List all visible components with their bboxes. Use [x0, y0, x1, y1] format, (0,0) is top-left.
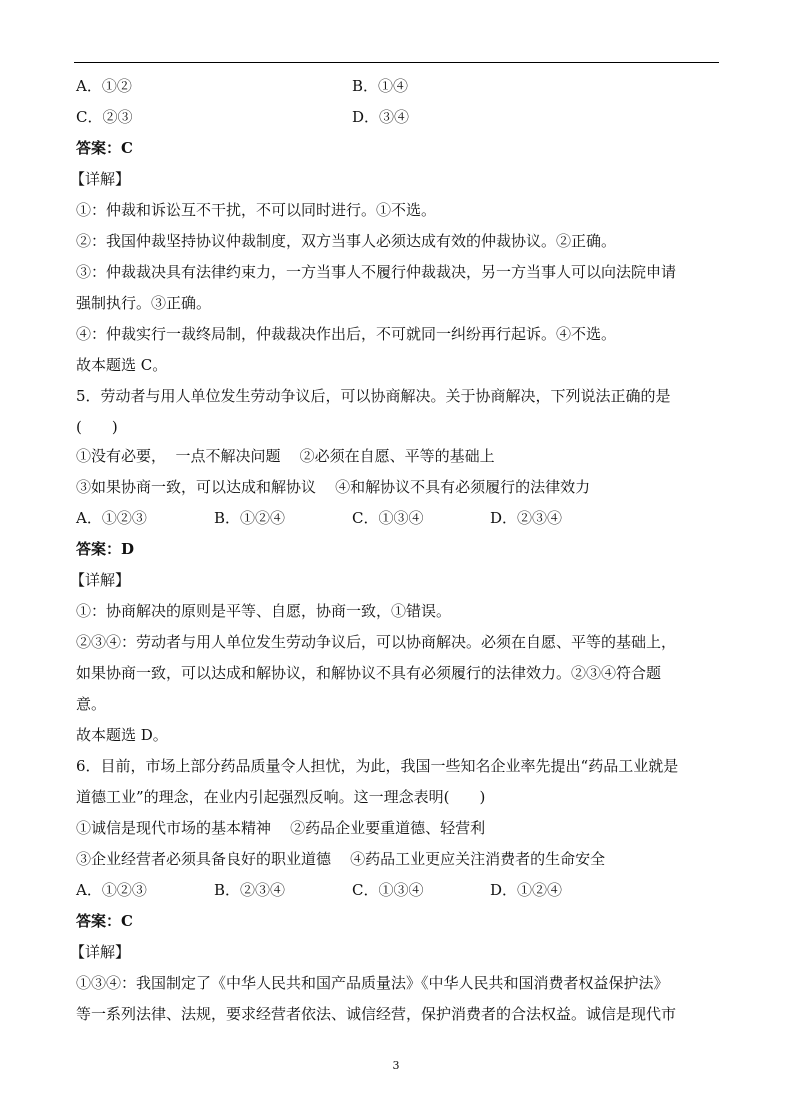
detail-line: 强制执行。③正确。: [76, 294, 212, 312]
options-row: [352, 107, 409, 127]
detail-line: ①：仲裁和诉讼互不干扰，不可以同时进行。①不选。: [76, 201, 437, 219]
option-d: D．①②④: [490, 881, 563, 899]
option-a: A．①②③: [76, 509, 147, 527]
question-stem: 6．目前，市场上部分药品质量令人担忧，为此，我国一些知名企业率先提出“药品工业就是: [76, 757, 679, 775]
detail-line: 如果协商一致，可以达成和解协议，和解协议不具有必须履行的法律效力。②③④符合题: [76, 664, 662, 682]
detail-line: 意。: [76, 695, 107, 713]
option-d: D．②③④: [490, 509, 563, 527]
detail-label: 【详解】: [70, 571, 131, 589]
page-number: 3: [392, 1059, 400, 1072]
answer: 答案：C: [76, 139, 133, 157]
detail-line: ④：仲裁实行一裁终局制，仲裁裁决作出后，不可就同一纠纷再行起诉。④不选。: [76, 325, 617, 343]
option-c: C．①③④: [352, 509, 424, 527]
detail-label: 【详解】: [70, 170, 131, 188]
detail-line: ①：协商解决的原则是平等、自愿，协商一致，①错误。: [76, 602, 452, 620]
options-row: [76, 107, 132, 127]
option-c: C．②③: [76, 108, 133, 126]
detail-line: ②：我国仲裁坚持协议仲裁制度，双方当事人必须达成有效的仲裁协议。②正确。: [76, 232, 617, 250]
detail-line: ①③④：我国制定了《中华人民共和国产品质量法》《中华人民共和国消费者权益保护法》: [76, 974, 669, 992]
detail-line: ③：仲裁裁决具有法律约束力，一方当事人不履行仲裁裁决，另一方当事人可以向法院申请: [76, 263, 677, 281]
option-d: D．③④: [352, 108, 410, 126]
option-a: A．①②③: [76, 881, 147, 899]
answer: 答案：C: [76, 912, 133, 930]
header-rule: [74, 62, 719, 63]
statement-line: ③企业经营者必须具备良好的职业道德 ④药品工业更应关注消费者的生命安全: [76, 850, 606, 868]
detail-line: 等一系列法律、法规，要求经营者依法、诚信经营，保护消费者的合法权益。诚信是现代市: [76, 1005, 677, 1023]
option-b: B．②③④: [214, 881, 286, 899]
answer: 答案：D: [76, 540, 135, 558]
question-stem: 5．劳动者与用人单位发生劳动争议后，可以协商解决。关于协商解决，下列说法正确的是: [76, 387, 671, 405]
conclusion: 故本题选 C。: [76, 356, 168, 374]
detail-label: 【详解】: [70, 943, 131, 961]
statement-line: ①诚信是现代市场的基本精神 ②药品企业要重道德、轻营利: [76, 819, 486, 837]
option-c: C．①③④: [352, 881, 424, 899]
detail-line: ②③④：劳动者与用人单位发生劳动争议后，可以协商解决。必须在自愿、平等的基础上，: [76, 633, 677, 651]
question-stem: ( ): [76, 418, 118, 436]
option-a: A．①②: [76, 77, 132, 95]
option-b: B．①②④: [214, 509, 286, 527]
statement-line: ①没有必要， 一点不解决问题 ②必须在自愿、平等的基础上: [76, 447, 495, 465]
options-row: [76, 76, 132, 96]
statement-line: ③如果协商一致，可以达成和解协议 ④和解协议不具有必须履行的法律效力: [76, 478, 591, 496]
question-stem: 道德工业”的理念，在业内引起强烈反响。这一理念表明( ): [76, 788, 486, 806]
option-b: B．①④: [352, 77, 409, 95]
options-row: [352, 76, 408, 96]
conclusion: 故本题选 D。: [76, 726, 168, 744]
